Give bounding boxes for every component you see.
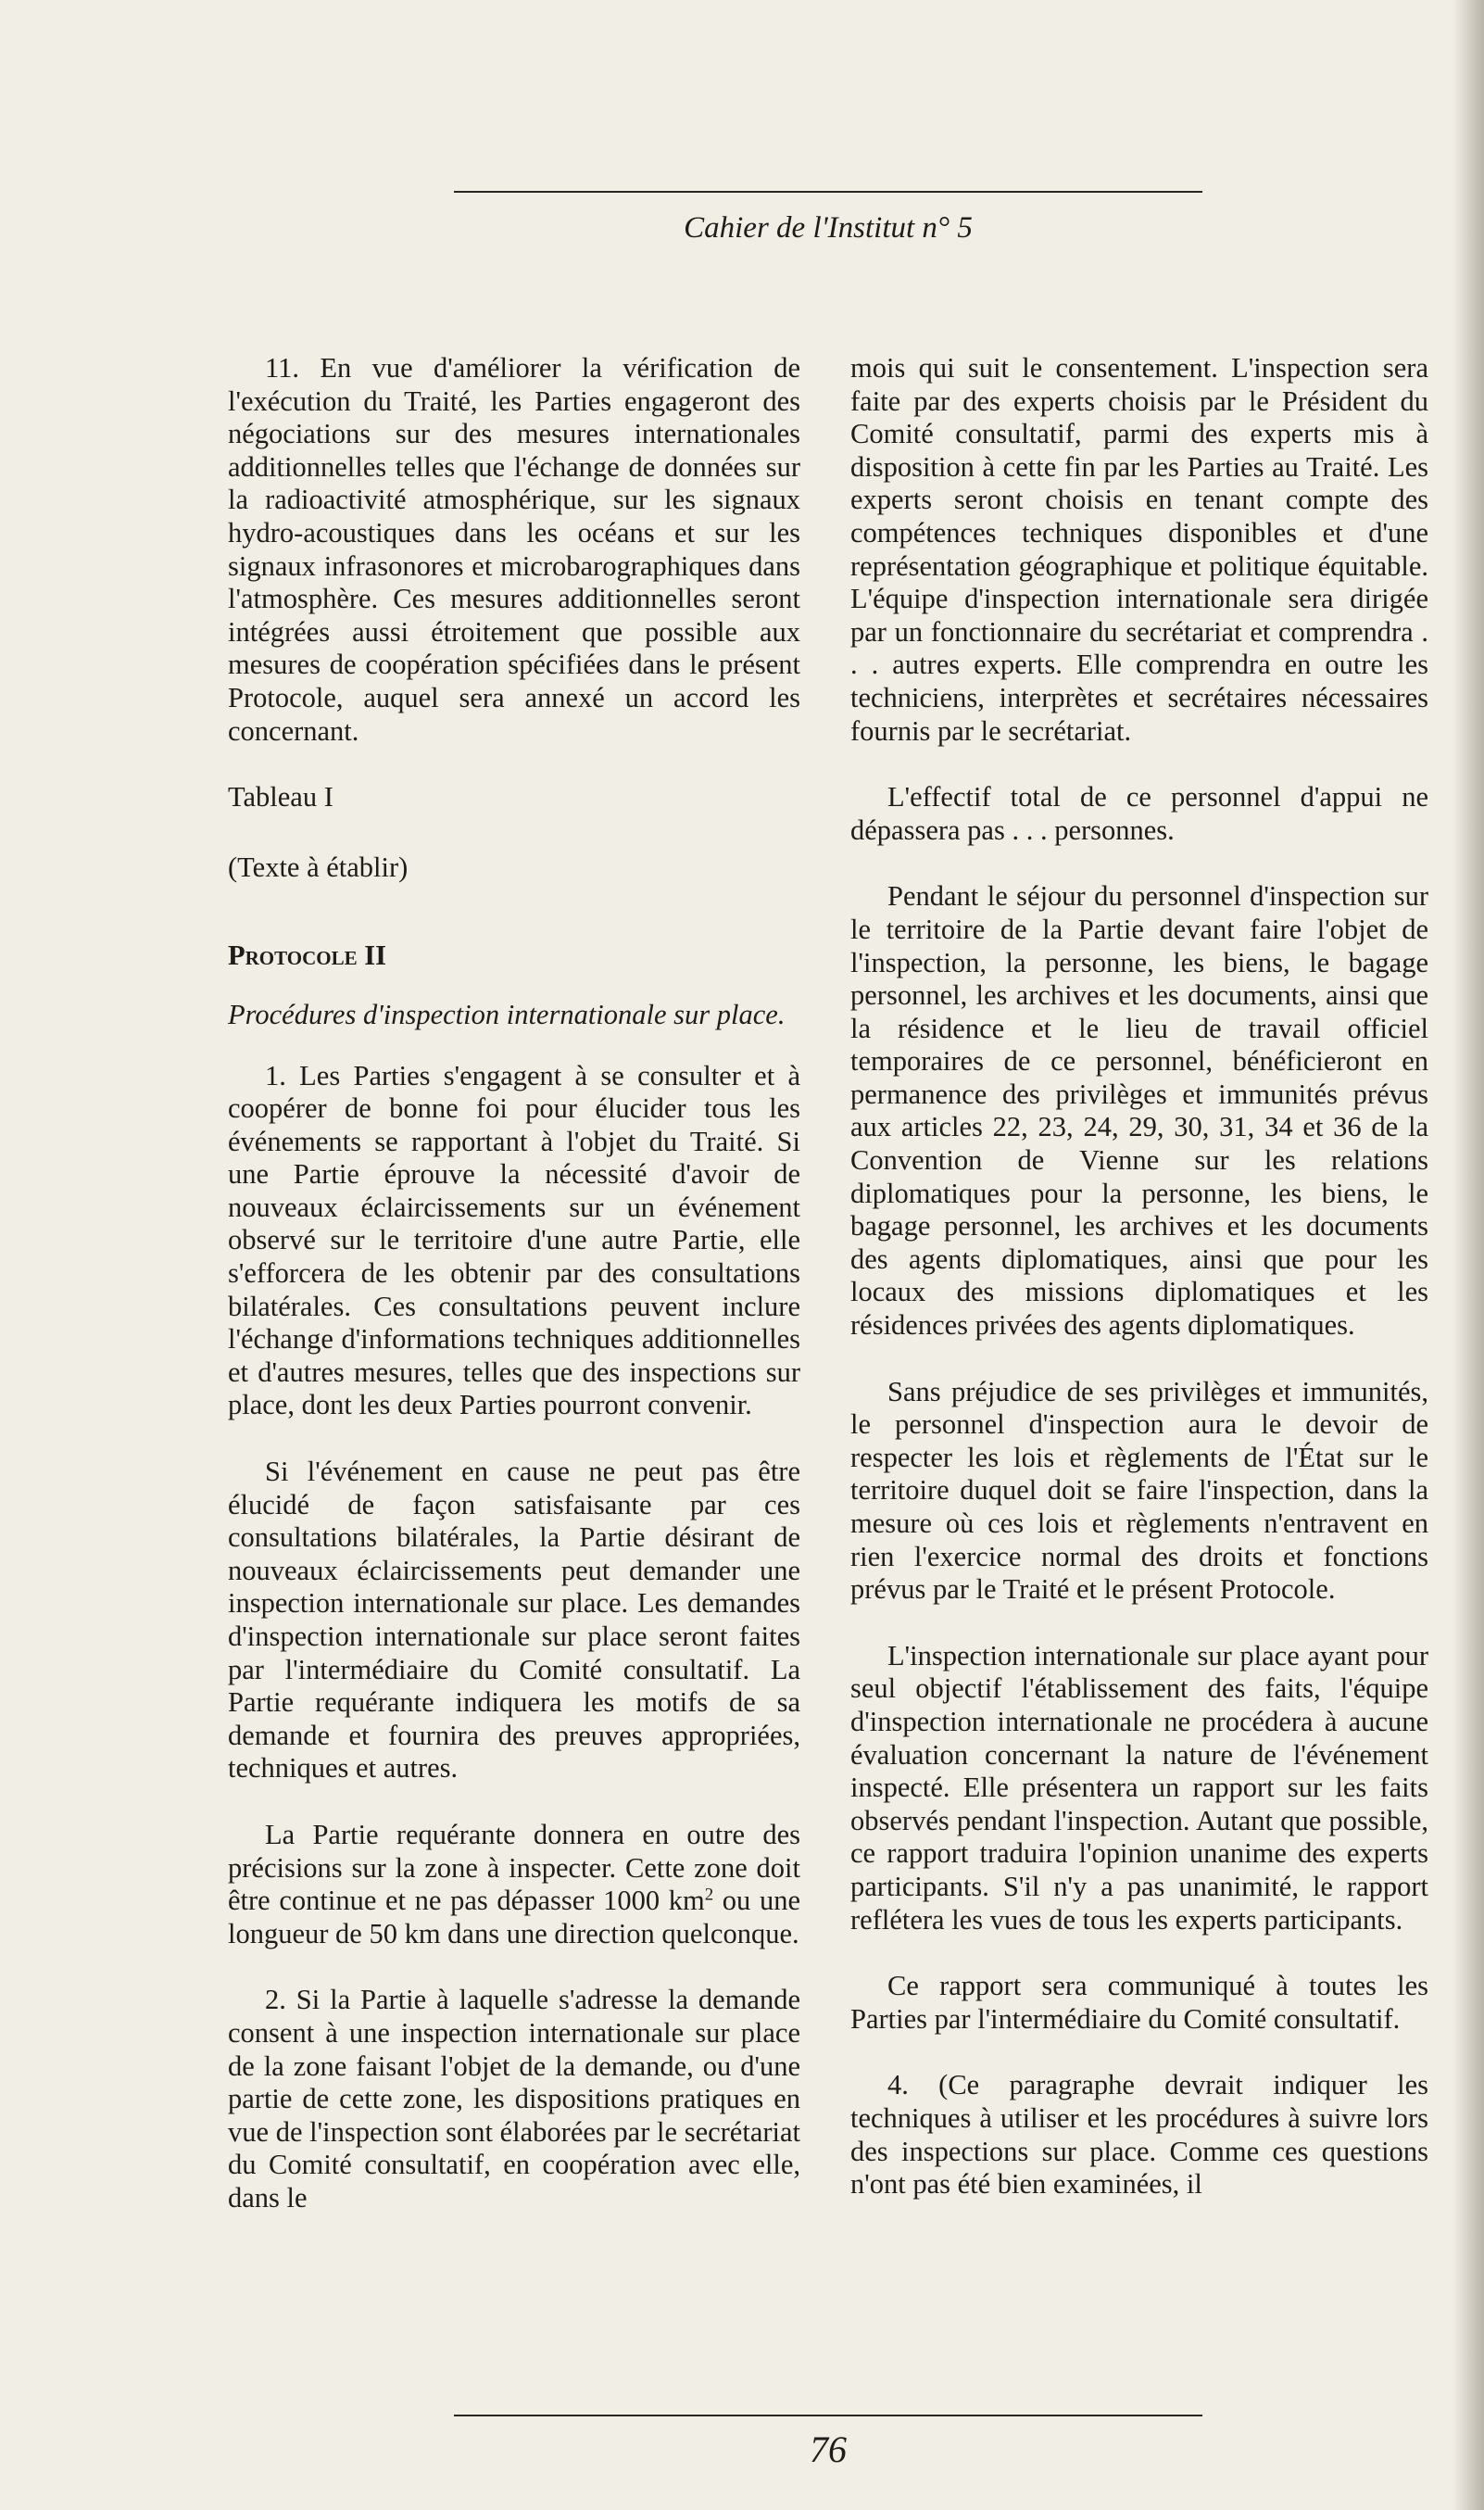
footer-rule: [454, 2415, 1202, 2416]
paragraph-rapport: Ce rapport sera communiqué à toutes les Parties par l'intermédiaire du Comité consultatif.: [850, 1970, 1428, 2035]
protocol-heading: Protocole II: [228, 940, 386, 972]
right-column: [850, 352, 1428, 2235]
paragraph-zone-start: La Partie requérante donnera en outre des précisions sur la zone à inspecter. Cette zone doit être continue et ne pas dépasser 1000 km: [228, 1818, 800, 1917]
paragraph-zone: [228, 1819, 800, 1950]
superscript-2: 2: [704, 1885, 714, 1905]
table-label: Tableau I: [228, 781, 333, 814]
protocol-subtitle: Procédures d'inspection internationale sur place.: [228, 998, 786, 1030]
running-title: Cahier de l'Institut n° 5: [684, 211, 973, 245]
table-note: (Texte à établir): [228, 851, 409, 883]
paragraph-zone-end: ou une longueur de 50 km dans une direction quelconque.: [228, 1885, 800, 1949]
paragraph-sejour: Pendant le séjour du personnel d'inspection sur le territoire de la Partie devant faire l'objet de l'inspection, la personne, les biens, le bagage personnel, les archives et les documents, ainsi que la résidence et le lieu de travail officiel temporaires de ce personnel, bénéficieront en permanence des privilèges et immunités prévus aux articles 22, 23, 24, 29, 30, 31, 34 et 36 de la Convention de Vienne sur les relations diplomatiques pour la personne, les biens, le bagage personnel, les archives et les documents des agents diplomatiques, ainsi que pour les locaux des missions diplomatiques et les résidences privées des agents diplomatiques.: [850, 880, 1428, 1342]
paragraph-inspection: L'inspection internationale sur place ayant pour seul objectif l'établissement des faits, l'équipe d'inspection internationale ne procédera à aucune évaluation concernant la nature de l'événement inspecté. Elle présentera un rapport sur les faits observés pendant l'inspection. Autant que possible, ce rapport traduira l'opinion unanime des experts participants. S'il n'y a pas unanimité, le rapport reflétera les vues de tous les experts participants.: [850, 1639, 1428, 1936]
paragraph-continuation: mois qui suit le consentement. L'inspection sera faite par des experts choisis par le Président du Comité consultatif, parmi des experts mis à disposition à cette fin par les Parties au Traité. Les experts seront choisis en tenant compte des compétences techniques disponibles et d'une représentation géographique et politique équitable. L'équipe d'inspection internationale sera dirigée par un fonctionnaire du secrétariat et comprendra . . . autres experts. Elle comprendra en outre les techniciens, interprètes et secrétaires nécessaires fournis par le secrétariat.: [850, 352, 1428, 747]
paragraph-4: 4. (Ce paragraphe devrait indiquer les techniques à utiliser et les procédures à suivre lors des inspections sur place. Comme ces questions n'ont pas été bien examinées, il: [850, 2069, 1428, 2201]
header-rule: [454, 191, 1202, 193]
left-column: [228, 352, 800, 2249]
paragraph-2: 2. Si la Partie à laquelle s'adresse la demande consent à une inspection internationale sur place de la zone faisant l'objet de la demande, ou d'une partie de cette zone, les dispositions pratiques en vue de l'inspection sont élaborées par le secrétariat du Comité consultatif, en coopération avec elle, dans le: [228, 1984, 800, 2214]
paragraph-1: 1. Les Parties s'engagent à se consulter et à coopérer de bonne foi pour élucider tous les événements se rapportant à l'objet du Traité. Si une Partie éprouve la nécessité d'avoir de nouveaux éclaircissements sur un événement observé sur le territoire d'une autre Partie, elle s'efforcera de les obtenir par des consultations bilatérales. Ces consultations peuvent inclure l'échange d'informations techniques additionnelles et d'autres mesures, telles que des inspections sur place, dont les deux Parties pourront convenir.: [228, 1059, 800, 1421]
paragraph-sans-prejudice: Sans préjudice de ses privilèges et immunités, le personnel d'inspection aura le devoir de respecter les lois et règlements de l'État sur le territoire duquel doit se faire l'inspection, dans la mesure où ces lois et règlements n'entravent en rien l'exercice normal des droits et fonctions prévus par le Traité et le présent Protocole.: [850, 1375, 1428, 1606]
page-number: 76: [810, 2428, 847, 2470]
page-edge-shadow: [1453, 0, 1484, 2510]
paragraph-11: 11. En vue d'améliorer la vérification de l'exécution du Traité, les Parties engageront des négociations sur des mesures internationales additionnelles telles que l'échange de données sur la radioactivité atmosphérique, sur les signaux hydro-acoustiques dans les océans et sur les signaux infrasonores et microbarographiques dans l'atmosphère. Ces mesures additionnelles seront intégrées aussi étroitement que possible aux mesures de coopération spécifiées dans le présent Protocole, auquel sera annexé un accord les concernant.: [228, 352, 800, 747]
paragraph-effectif: L'effectif total de ce personnel d'appui ne dépassera pas . . . personnes.: [850, 781, 1428, 846]
paragraph-si: Si l'événement en cause ne peut pas être élucidé de façon satisfaisante par ces consultations bilatérales, la Partie désirant de nouveaux éclaircissements peut demander une inspection internationale sur place. Les demandes d'inspection internationale sur place seront faites par l'intermédiaire du Comité consultatif. La Partie requérante indiquera les motifs de sa demande et fournira des preuves appropriées, techniques et autres.: [228, 1456, 800, 1785]
